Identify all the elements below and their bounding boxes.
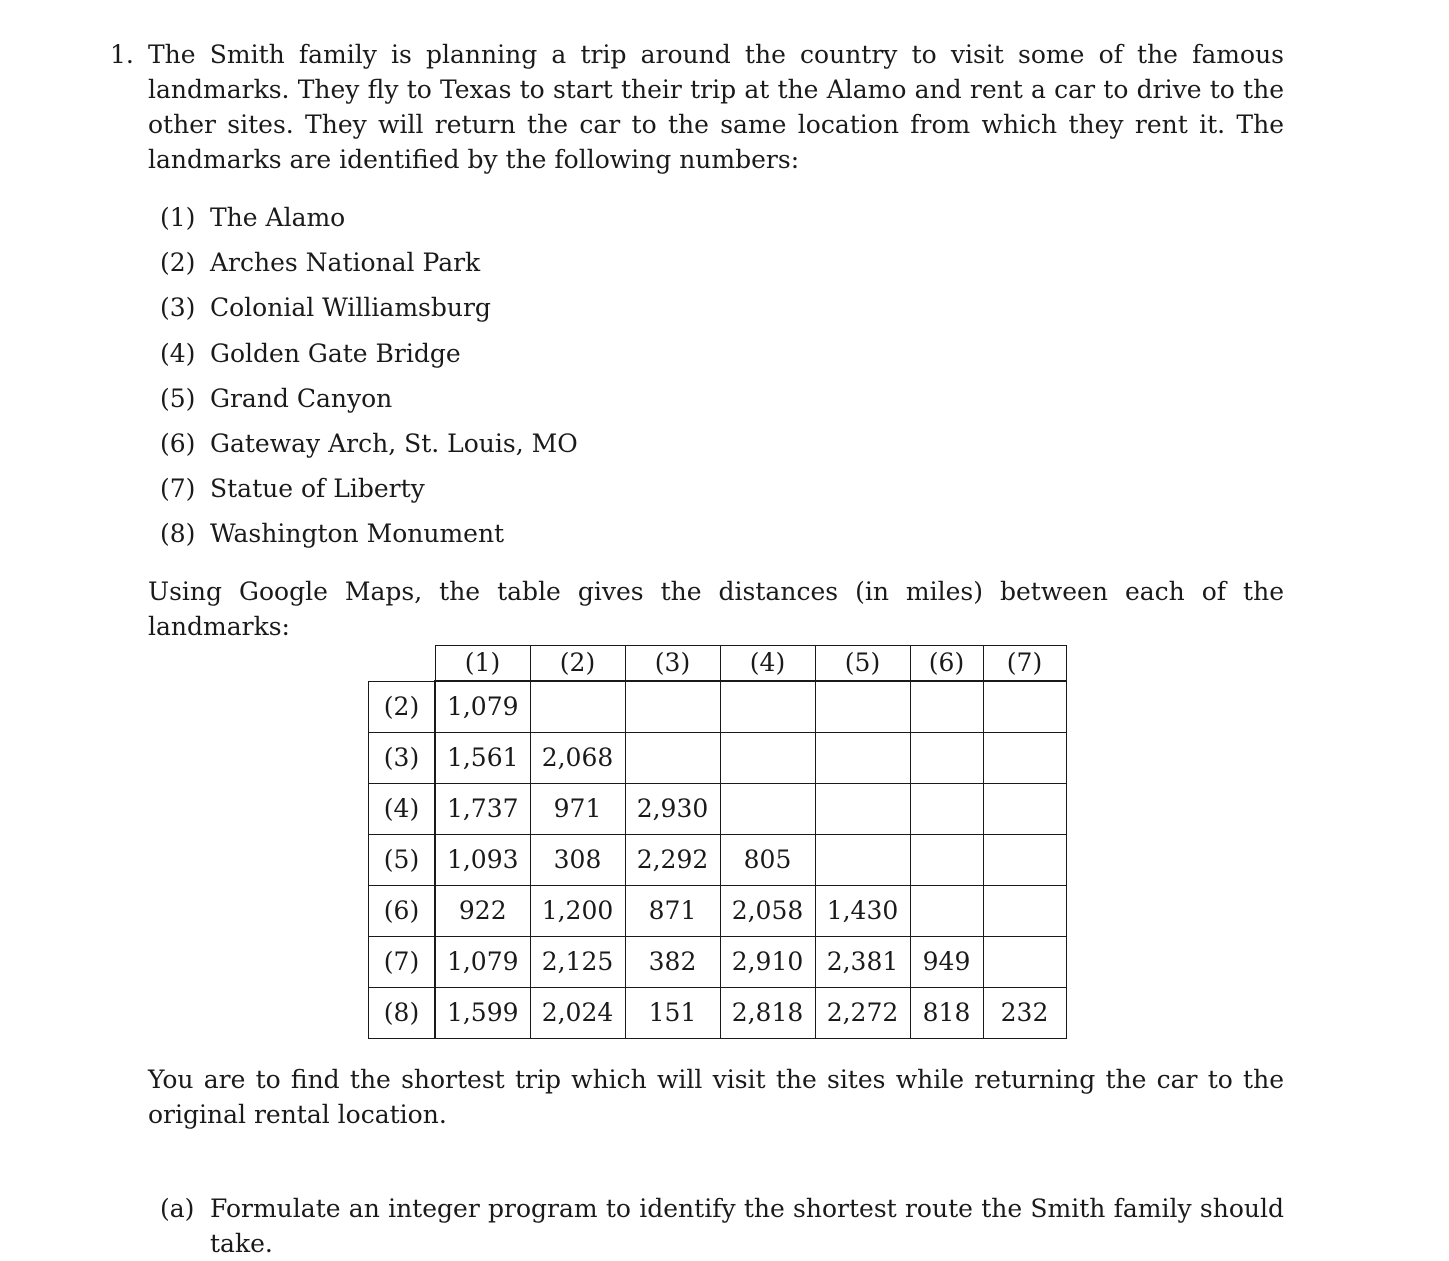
table-cell: 1,599 xyxy=(435,988,530,1039)
subpart-label: (a) xyxy=(160,1194,195,1223)
landmark-name: Gateway Arch, St. Louis, MO xyxy=(210,428,578,458)
table-corner-cell xyxy=(369,646,436,682)
table-cell: 2,125 xyxy=(530,937,625,988)
row-header: (8) xyxy=(369,988,436,1039)
table-cell: 2,272 xyxy=(815,988,910,1039)
subpart-text: Formulate an integer program to identify the shortest route the Smith family should take. xyxy=(210,1194,1284,1258)
table-cell: 818 xyxy=(910,988,983,1039)
table-cell: 2,058 xyxy=(720,886,815,937)
table-cell xyxy=(530,681,625,733)
landmark-list xyxy=(160,200,578,562)
column-header: (5) xyxy=(815,646,910,682)
row-header: (5) xyxy=(369,835,436,886)
table-cell xyxy=(910,784,983,835)
table-cell: 151 xyxy=(625,988,720,1039)
table-cell xyxy=(983,937,1066,988)
landmark-name: Statue of Liberty xyxy=(210,474,425,504)
landmark-number: (3) xyxy=(160,293,196,323)
table-cell: 2,381 xyxy=(815,937,910,988)
table-header-row xyxy=(369,646,1067,682)
table-cell: 2,910 xyxy=(720,937,815,988)
table-cell: 232 xyxy=(983,988,1066,1039)
row-header: (4) xyxy=(369,784,436,835)
column-header: (1) xyxy=(435,646,530,682)
landmark-number: (5) xyxy=(160,383,196,413)
landmark-number: (2) xyxy=(160,248,196,278)
column-header: (3) xyxy=(625,646,720,682)
problem-intro: The Smith family is planning a trip around the country to visit some of the famous landmarks. They fly to Texas to start their trip at the Alamo and rent a car to drive to the other sites. They will return the car to the same location from which they rent it. The landmarks are identified by the following numbers: xyxy=(148,40,1284,174)
landmark-number: (4) xyxy=(160,338,196,368)
landmark-name: The Alamo xyxy=(210,203,346,232)
landmark-item xyxy=(160,336,578,381)
table-cell: 382 xyxy=(625,937,720,988)
row-header: (6) xyxy=(369,886,436,937)
landmark-number: (7) xyxy=(160,474,196,504)
table-cell xyxy=(910,886,983,937)
table-cell: 1,079 xyxy=(435,937,530,988)
table-cell xyxy=(983,835,1066,886)
table-cell xyxy=(815,681,910,733)
landmark-item xyxy=(160,381,578,426)
table-cell xyxy=(625,681,720,733)
column-header: (2) xyxy=(530,646,625,682)
table-cell: 2,930 xyxy=(625,784,720,835)
table-cell: 949 xyxy=(910,937,983,988)
table-cell xyxy=(625,733,720,784)
column-header: (4) xyxy=(720,646,815,682)
table-cell xyxy=(983,733,1066,784)
table-cell: 871 xyxy=(625,886,720,937)
landmark-name: Colonial Williamsburg xyxy=(210,293,491,323)
table-cell: 308 xyxy=(530,835,625,886)
landmark-item xyxy=(160,516,578,561)
landmark-number: (8) xyxy=(160,519,196,549)
table-cell: 2,068 xyxy=(530,733,625,784)
table-cell xyxy=(815,784,910,835)
landmark-name: Washington Monument xyxy=(210,519,505,549)
table-cell xyxy=(910,733,983,784)
distance-table xyxy=(368,645,1067,1039)
problem-goal: You are to find the shortest trip which will visit the sites while returning the car to the original rental location. xyxy=(148,1065,1284,1129)
table-cell: 922 xyxy=(435,886,530,937)
table-cell xyxy=(910,835,983,886)
table-cell: 971 xyxy=(530,784,625,835)
landmark-number: (1) xyxy=(160,203,196,232)
landmark-name: Arches National Park xyxy=(210,248,481,278)
landmark-name: Grand Canyon xyxy=(210,383,393,413)
table-row xyxy=(369,937,1067,988)
table-cell xyxy=(720,681,815,733)
landmark-item xyxy=(160,471,578,516)
landmark-number: (6) xyxy=(160,428,196,458)
table-cell: 1,200 xyxy=(530,886,625,937)
table-cell xyxy=(815,835,910,886)
table-row xyxy=(369,681,1067,733)
table-row xyxy=(369,784,1067,835)
landmark-item xyxy=(160,245,578,290)
table-cell: 2,024 xyxy=(530,988,625,1039)
column-header: (7) xyxy=(983,646,1066,682)
row-header: (7) xyxy=(369,937,436,988)
table-intro: Using Google Maps, the table gives the distances (in miles) between each of the landmarks: xyxy=(148,577,1284,641)
table-row xyxy=(369,835,1067,886)
table-cell xyxy=(983,681,1066,733)
table-cell: 2,292 xyxy=(625,835,720,886)
table-cell xyxy=(983,784,1066,835)
table-cell: 1,093 xyxy=(435,835,530,886)
problem-number: 1. xyxy=(110,40,134,69)
subpart-a xyxy=(160,1191,1284,1261)
table-cell: 1,430 xyxy=(815,886,910,937)
landmark-name: Golden Gate Bridge xyxy=(210,338,461,368)
row-header: (3) xyxy=(369,733,436,784)
table-cell xyxy=(910,681,983,733)
table-cell: 1,561 xyxy=(435,733,530,784)
landmark-item xyxy=(160,426,578,471)
table-row xyxy=(369,733,1067,784)
row-header: (2) xyxy=(369,681,436,733)
column-header: (6) xyxy=(910,646,983,682)
landmark-item xyxy=(160,200,578,245)
table-row xyxy=(369,988,1067,1039)
table-row xyxy=(369,886,1067,937)
table-cell xyxy=(720,733,815,784)
table-cell: 2,818 xyxy=(720,988,815,1039)
table-cell: 805 xyxy=(720,835,815,886)
table-cell xyxy=(720,784,815,835)
table-cell xyxy=(983,886,1066,937)
landmark-item xyxy=(160,290,578,335)
table-cell: 1,079 xyxy=(435,681,530,733)
table-cell: 1,737 xyxy=(435,784,530,835)
table-cell xyxy=(815,733,910,784)
